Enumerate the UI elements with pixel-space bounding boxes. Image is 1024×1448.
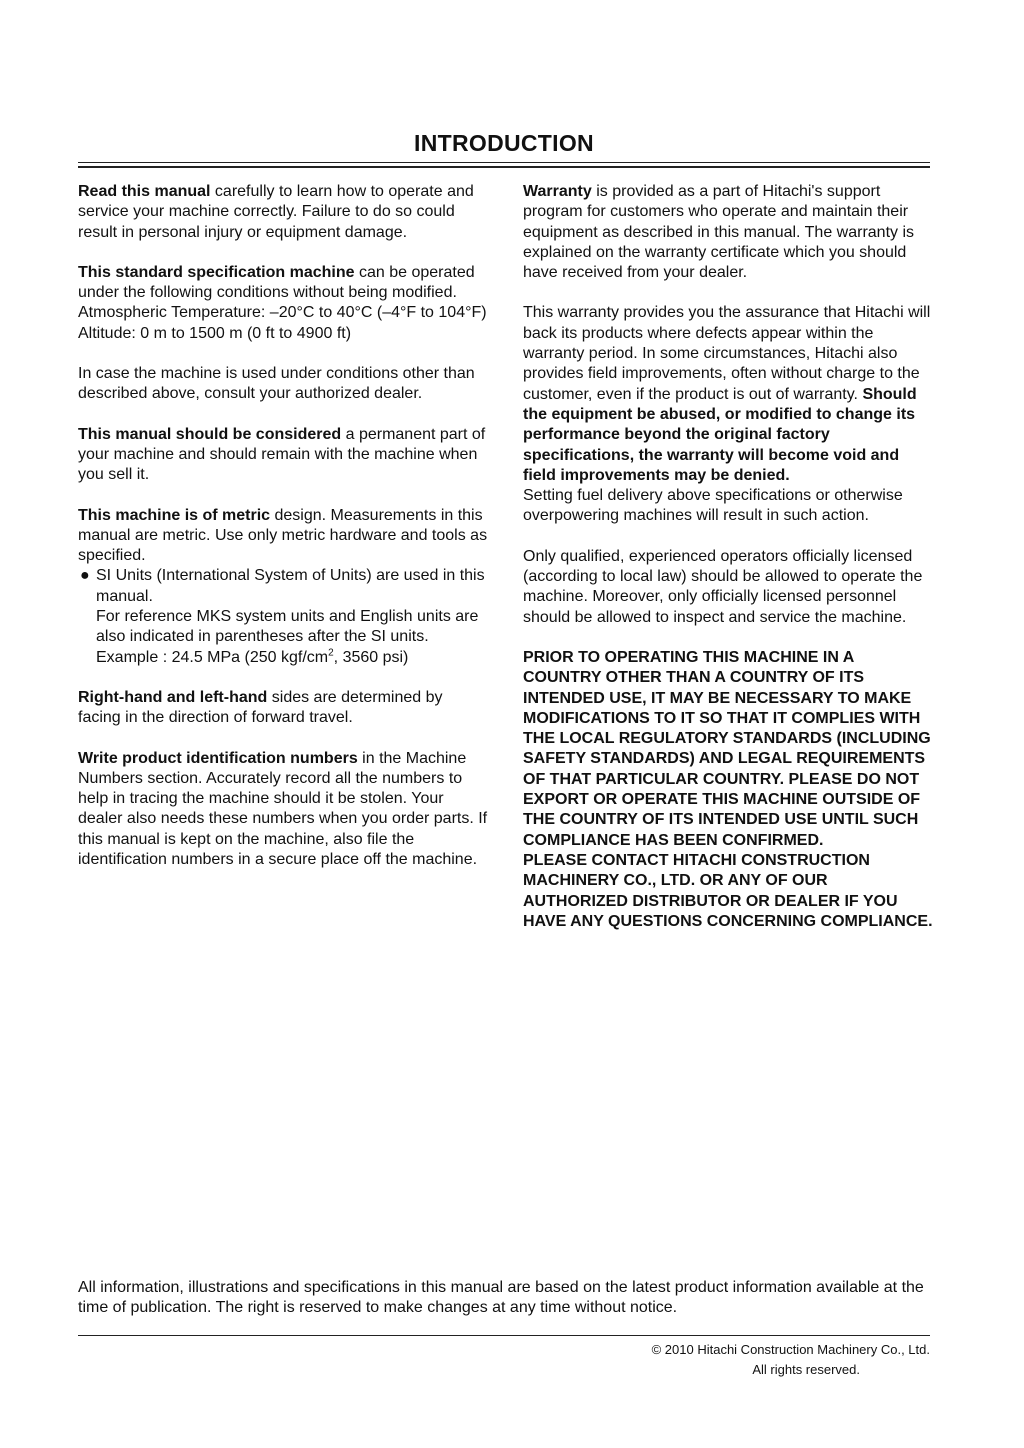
metric-lead: This machine is of metric: [78, 506, 271, 524]
copyright: [652, 1340, 930, 1380]
right-left-lead: Right-hand and left-hand: [78, 688, 268, 706]
warranty-lead: Warranty: [523, 183, 592, 200]
metric-paragraph: [78, 506, 488, 668]
example-superscript: 2: [328, 647, 334, 659]
si-units-text: SI Units (International System of Units) are used in this manual.: [96, 567, 485, 605]
footer-rule: [78, 1335, 930, 1336]
right-column: [523, 182, 933, 932]
footer-notice: All information, illustrations and specifications in this manual are based on the latest product information available at the time of publication. The right is reserved to make changes at any time without notice.: [78, 1279, 924, 1317]
bullet-icon: ●: [80, 567, 90, 585]
identification-paragraph: [78, 749, 488, 871]
copyright-line: © 2010 Hitachi Construction Machinery Co., Ltd.: [651, 1342, 930, 1357]
standard-spec-text: can be operated under the following conditions without being modified.: [78, 263, 475, 302]
warranty-assurance-text: This warranty provides you the assurance that Hitachi will back its products where defects appear within the warranty period. In some circumstances, Hitachi also provides field improvements, often without charge to the customer, even if the product is out of warranty.: [523, 304, 931, 403]
si-units-bullet: [78, 566, 488, 667]
export-notice-paragraph: [523, 648, 933, 932]
temperature-range: Atmospheric Temperature: –20°C to 40°C (–4°F to 104°F): [78, 304, 487, 322]
units-example: [96, 649, 408, 666]
warranty-void-warning: Should the equipment be abused, or modified to change its performance beyond the original factory specifications, the warranty will become void and field improvements may be denied.: [523, 385, 917, 484]
example-text-b: , 3560 psi): [333, 648, 409, 666]
metric-text: design. Measurements in this manual are metric. Use only metric hardware and tools as specified.: [78, 506, 488, 565]
left-column: [78, 182, 488, 870]
read-manual-lead: Read this manual: [78, 183, 211, 200]
permanent-part-text: a permanent part of your machine and should remain with the machine when you sell it.: [78, 425, 486, 484]
read-manual-text: carefully to learn how to operate and service your machine correctly. Failure to do so could result in personal injury or equipment damage.: [78, 183, 474, 241]
identification-text: in the Machine Numbers section. Accurately record all the numbers to help in tracing the machine should it be stolen. Your dealer also needs these numbers when you order parts. If this manual is kept on the machine, also file the identification numbers in a secure place off the machine.: [78, 749, 488, 869]
permanent-part-paragraph: [78, 425, 488, 486]
qualified-operators-paragraph: Only qualified, experienced operators officially licensed (according to local law) should be allowed to operate the machine. Moreover, only officially licensed personnel should be allowed to inspect and service the machine.: [523, 547, 923, 626]
standard-spec-paragraph: [78, 263, 488, 344]
mks-units-text: For reference MKS system units and English units are also indicated in parentheses after the SI units.: [96, 608, 479, 646]
permanent-part-lead: This manual should be considered: [78, 425, 342, 443]
page-title: INTRODUCTION: [414, 130, 594, 156]
right-left-paragraph: [78, 688, 488, 729]
export-notice-text: PRIOR TO OPERATING THIS MACHINE IN A COUNTRY OTHER THAN A COUNTRY OF ITS INTENDED USE, IT MAY BE NECESSARY TO MAKE MODIFICATIONS TO IT SO THAT IT COMPLIES WITH THE LOCAL REGULATORY STANDARDS (INCLUDING SAFETY STANDARDS) AND LEGAL REQUIREMENTS OF THAT PARTICULAR COUNTRY. PLEASE DO NOT EXPORT OR OPERATE THIS MACHINE OUTSIDE OF THE COUNTRY OF ITS INTENDED USE UNTIL SUCH COMPLIANCE HAS BEEN CONFIRMED.: [523, 648, 931, 849]
altitude-range: Altitude: 0 m to 1500 m (0 ft to 4900 ft): [78, 324, 352, 342]
title-rule-top: [78, 162, 930, 163]
fuel-delivery-text: Setting fuel delivery above specifications or otherwise overpowering machines will result in such action.: [523, 487, 903, 525]
standard-spec-lead: This standard specification machine: [78, 263, 355, 281]
contact-notice-text: PLEASE CONTACT HITACHI CONSTRUCTION MACHINERY CO., LTD. OR ANY OF OUR AUTHORIZED DISTRIBUTOR OR DEALER IF YOU HAVE ANY QUESTIONS CONCERNING COMPLIANCE.: [523, 851, 933, 930]
example-text-a: Example : 24.5 MPa (250 kgf/cm: [96, 648, 329, 666]
warranty-paragraph: [523, 182, 933, 283]
warranty-text: is provided as a part of Hitachi's support program for customers who operate and maintain their equipment as described in this manual. The warranty is explained on the warranty certificate which you should have received from your dealer.: [523, 183, 915, 282]
warranty-assurance-paragraph: [523, 303, 933, 526]
other-conditions-paragraph: In case the machine is used under conditions other than described above, consult your authorized dealer.: [78, 365, 475, 403]
rights-reserved: All rights reserved.: [752, 1362, 860, 1377]
title-rule-bottom: [78, 166, 930, 168]
right-left-text: sides are determined by facing in the direction of forward travel.: [78, 688, 443, 727]
identification-lead: Write product identification numbers: [78, 749, 358, 767]
read-manual-paragraph: [78, 182, 488, 243]
